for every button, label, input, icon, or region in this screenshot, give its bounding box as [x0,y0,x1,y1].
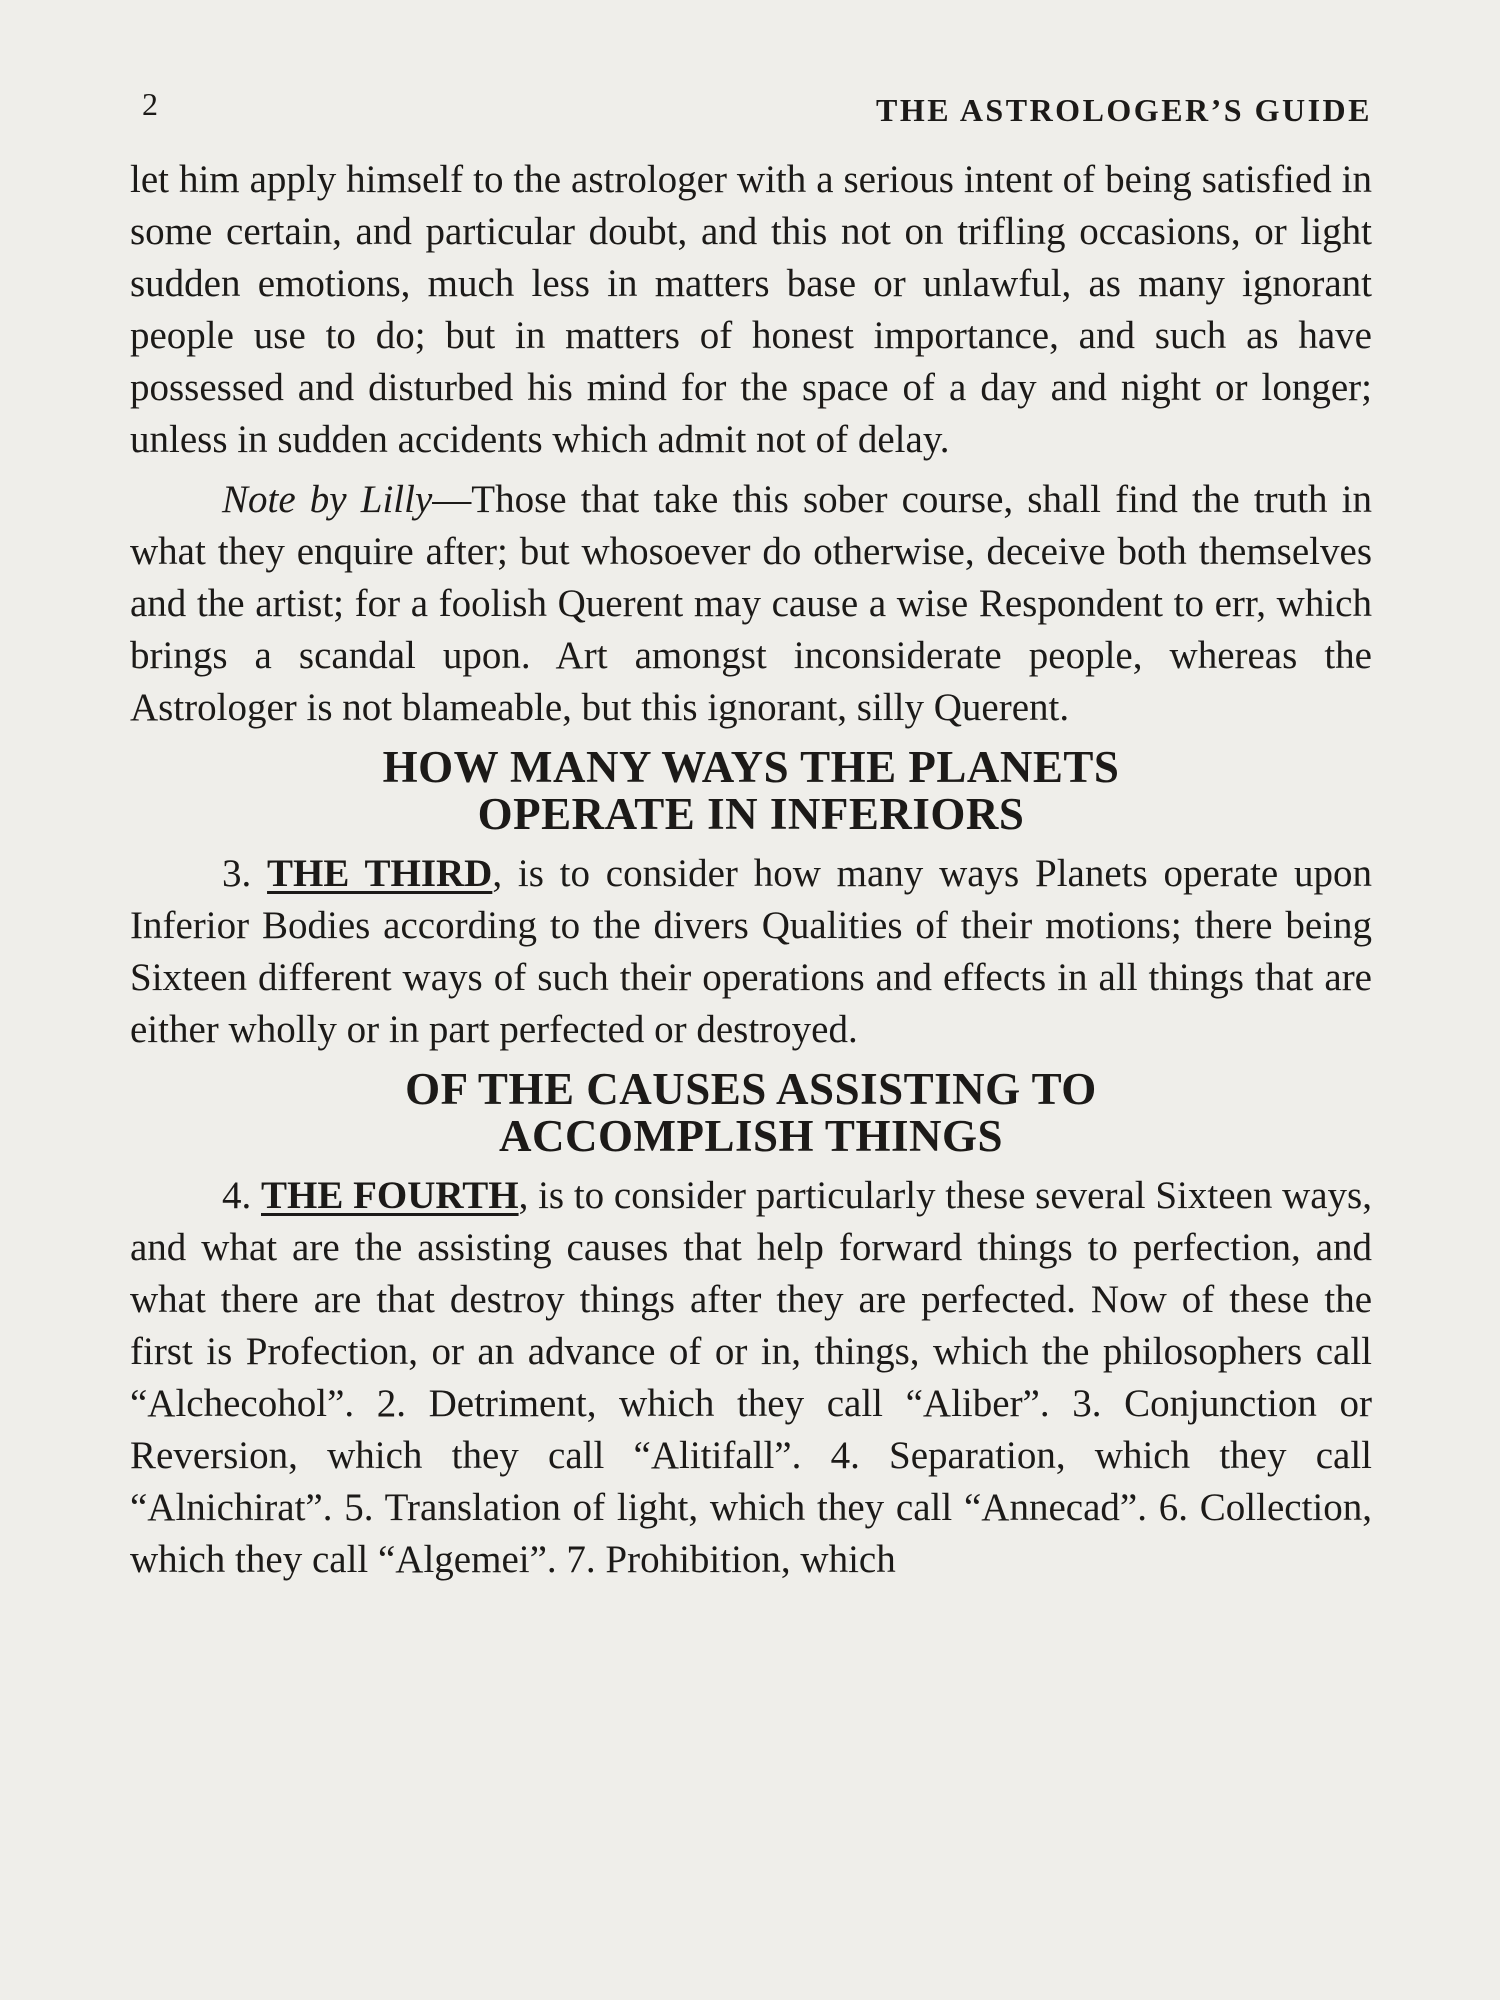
section-number: 3. [222,852,252,895]
note-lead-in: Note by Lilly [222,478,433,521]
section-heading-causes [130,1066,1372,1160]
paragraph-note [130,474,1372,734]
paragraph-intro: let him apply himself to the astrologer with a serious intent of being satisfied in some certain, and particular doubt, and this not on trifling occasions, or light sudden emotions, much less in matters base or unlawful, as many ignorant people use to do; but in matters of honest importance, and such as have possessed and disturbed his mind for the space of a day and night or longer; unless in sudden accidents which admit not of delay. [130,158,1372,461]
paragraph-section-3 [130,848,1372,1056]
section-label: THE FOURTH [261,1174,519,1217]
page-header [140,88,1372,138]
running-title: THE ASTROLOGER’S GUIDE [876,92,1372,128]
section-label: THE THIRD [267,852,493,895]
note-text: —Those that take this sober course, shall find the truth in what they enquire after; but whosoever do otherwise, deceive both themselves and the artist; for a foolish Querent may cause a wise Respondent to err, which brings a scandal upon. Art amongst inconsiderate people, whereas the Astrologer is not blameable, but this ignorant, silly Querent. [130,478,1372,729]
section-text: , is to consider how many ways Planets operate upon Inferior Bodies according to the divers Qualities of their motions; there being Sixteen different ways of such their operations and effects in all things that are either wholly or in part perfected or destroyed. [130,852,1373,1051]
page-body [130,154,1372,1586]
page-number: 2 [142,86,158,122]
paragraph-section-4 [130,1170,1372,1586]
section-text: , is to consider particularly these several Sixteen ways, and what are the assisting causes that help forward things to perfection, and what there are that destroy things after they are perfected. Now of these the first is Profection, or an advance of or in, things, which the philosophers call “Alchecohol”. 2. Detriment, which they call “Aliber”. 3. Conjunction or Reversion, which they call “Alitifall”. 4. Separation, which they call “Alnichirat”. 5. Translation of light, which they call “Annecad”. 6. Collection, which they call “Algemei”. 7. Prohibition, which [130,1174,1372,1581]
heading-line: ACCOMPLISH THINGS [498,1111,1003,1161]
heading-line: OF THE CAUSES ASSISTING TO [405,1064,1097,1114]
heading-line: OPERATE IN INFERIORS [477,789,1025,839]
heading-line: HOW MANY WAYS THE PLANETS [382,742,1120,792]
section-heading-planets [130,744,1372,838]
section-number: 4. [222,1174,252,1217]
